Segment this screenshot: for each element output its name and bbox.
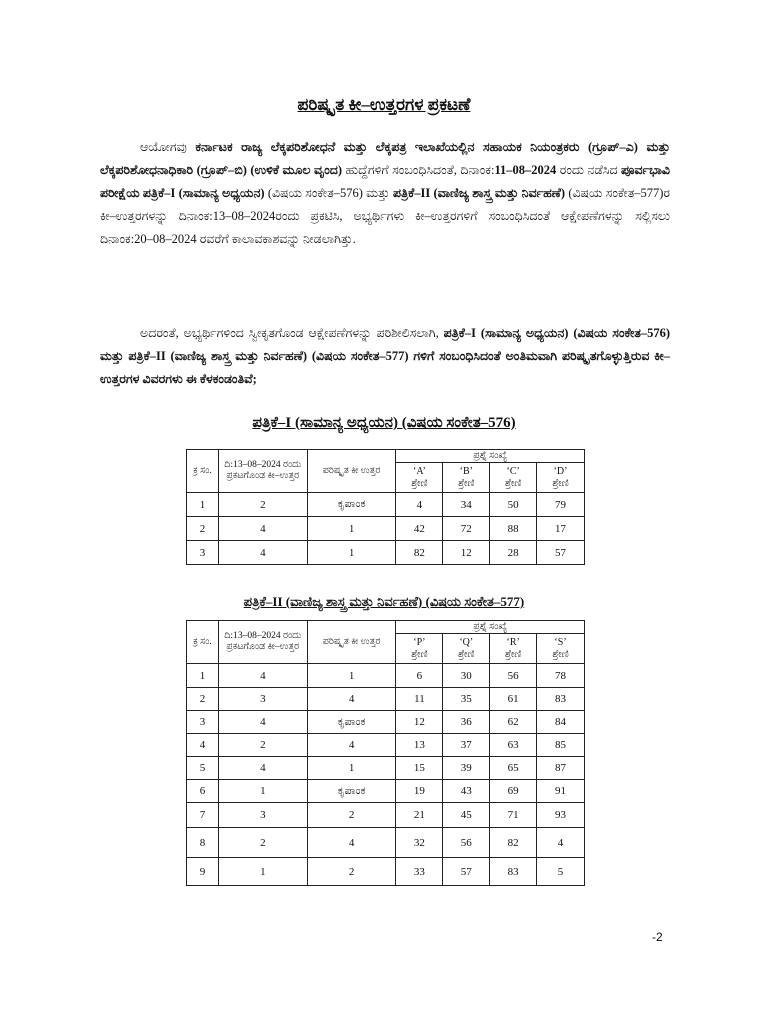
- table-cell: 35: [443, 688, 490, 711]
- table-cell: 9: [187, 858, 219, 886]
- table-cell: 2: [307, 858, 396, 886]
- table-cell: 13: [396, 734, 443, 757]
- table-cell: 82: [396, 541, 443, 565]
- table-cell: 79: [537, 493, 585, 517]
- table-cell: 63: [490, 734, 537, 757]
- table-cell: 2: [218, 734, 307, 757]
- table-cell: 1: [187, 493, 219, 517]
- series-word: ಶ್ರೇಣಿ: [411, 648, 428, 660]
- table-cell: 82: [490, 828, 537, 858]
- header-series-b: [443, 463, 490, 493]
- table-cell: 65: [490, 757, 537, 780]
- header-question-no: ಪ್ರಶ್ನೆ ಸಂಖ್ಯೆ: [396, 450, 585, 463]
- header-published-key: ದಿ:13–08–2024 ರಂದು ಪ್ರಕಟಗೊಂಡ ಕೀ–ಉತ್ತರ: [218, 450, 307, 493]
- table-row: [187, 780, 585, 803]
- bold-text: ಪತ್ರಿಕೆ–II (ವಾಣಿಜ್ಯ ಶಾಸ್ತ್ರ ಮತ್ತು ನಿರ್ವಹಣೆ): [392, 186, 566, 200]
- table2-caption: ಪತ್ರಿಕೆ–II (ವಾಣಿಜ್ಯ ಶಾಸ್ತ್ರ ಮತ್ತು ನಿರ್ವಹಣೆ) (ವಿಷಯ ಸಂಕೇತ–577): [243, 594, 525, 609]
- table-cell: 71: [490, 803, 537, 828]
- table-cell: 88: [490, 517, 537, 541]
- table-row: [187, 734, 585, 757]
- table-cell: 72: [443, 517, 490, 541]
- table-row: [187, 517, 585, 541]
- table-cell: 5: [537, 858, 585, 886]
- table-cell: 4: [396, 493, 443, 517]
- table-row: [187, 664, 585, 688]
- table-cell: 2: [218, 493, 307, 517]
- paragraph-intro: [100, 136, 670, 251]
- table-cell: 33: [396, 858, 443, 886]
- series-word: ಶ್ರೇಣಿ: [505, 477, 522, 489]
- series-word: ಶ್ರೇಣಿ: [552, 648, 569, 660]
- table-cell: 3: [218, 688, 307, 711]
- header-sl-no: ಕ್ರ ಸಂ.: [187, 621, 219, 664]
- table-cell: 1: [307, 757, 396, 780]
- table-cell: ಕೃಪಾಂಕ: [307, 711, 396, 734]
- table-cell: 1: [307, 517, 396, 541]
- table-cell: ಕೃಪಾಂಕ: [307, 493, 396, 517]
- series-word: ಶ್ರೇಣಿ: [458, 648, 475, 660]
- series-label: ‘B’: [459, 465, 473, 477]
- series-label: ‘S’: [554, 636, 567, 648]
- page-title: ಪರಿಷ್ಕೃತ ಕೀ–ಉತ್ತರಗಳ ಪ್ರಕಟಣೆ: [297, 95, 471, 114]
- table-cell: 69: [490, 780, 537, 803]
- table-cell: 84: [537, 711, 585, 734]
- series-label: ‘C’: [506, 465, 520, 477]
- table-cell: 3: [187, 711, 219, 734]
- paragraph-revision: [100, 322, 670, 391]
- table-cell: 2: [187, 517, 219, 541]
- table-cell: 4: [307, 828, 396, 858]
- table-cell: 93: [537, 803, 585, 828]
- table-cell: 36: [443, 711, 490, 734]
- text-span: ಹುದ್ದೆಗಳಿಗೆ ಸಂಬಂಧಿಸಿದಂತೆ, ದಿನಾಂಕ:: [342, 163, 495, 177]
- table-cell: 2: [187, 688, 219, 711]
- table-cell: 78: [537, 664, 585, 688]
- text-span: (ವಿಷಯ ಸಂಕೇತ–576) ಮತ್ತು: [264, 186, 393, 200]
- header-series-d: [537, 463, 585, 493]
- table-cell: 1: [307, 541, 396, 565]
- table-cell: 50: [490, 493, 537, 517]
- table-cell: 28: [490, 541, 537, 565]
- table-row: [187, 493, 585, 517]
- table-cell: 1: [307, 664, 396, 688]
- series-word: ಶ್ರೇಣಿ: [552, 477, 569, 489]
- table1-body: [187, 493, 585, 565]
- table-cell: 39: [443, 757, 490, 780]
- table-cell: 83: [537, 688, 585, 711]
- series-label: ‘P’: [413, 636, 426, 648]
- table-cell: 37: [443, 734, 490, 757]
- table-cell: 43: [443, 780, 490, 803]
- table-cell: 3: [187, 541, 219, 565]
- table-cell: 17: [537, 517, 585, 541]
- series-word: ಶ್ರೇಣಿ: [458, 477, 475, 489]
- table-cell: 61: [490, 688, 537, 711]
- table-cell: 3: [218, 803, 307, 828]
- table-cell: 4: [218, 541, 307, 565]
- header-revised-key: ಪರಿಷ್ಕೃತ ಕೀ ಉತ್ತರ: [307, 450, 396, 493]
- table-cell: 19: [396, 780, 443, 803]
- table-cell: 83: [490, 858, 537, 886]
- table-cell: 4: [307, 734, 396, 757]
- table-cell: 57: [537, 541, 585, 565]
- header-series-a: [396, 463, 443, 493]
- table-row: [187, 858, 585, 886]
- header-sl-no: ಕ್ರ ಸಂ.: [187, 450, 219, 493]
- table1-caption: ಪತ್ರಿಕೆ–I (ಸಾಮಾನ್ಯ ಅಧ್ಯಯನ) (ವಿಷಯ ಸಂಕೇತ–576): [252, 415, 516, 431]
- table-cell: ಕೃಪಾಂಕ: [307, 780, 396, 803]
- table-cell: 2: [307, 803, 396, 828]
- series-word: ಶ್ರೇಣಿ: [411, 477, 428, 489]
- table-cell: 6: [396, 664, 443, 688]
- page-number: -2: [652, 930, 663, 944]
- table-cell: 62: [490, 711, 537, 734]
- header-revised-key: ಪರಿಷ್ಕೃತ ಕೀ ಉತ್ತರ: [307, 621, 396, 664]
- text-span: ಆಯೋಗವು: [140, 140, 196, 154]
- table-cell: 85: [537, 734, 585, 757]
- series-label: ‘A’: [413, 465, 426, 477]
- series-word: ಶ್ರೇಣಿ: [505, 648, 522, 660]
- table-row: [187, 688, 585, 711]
- series-label: ‘R’: [506, 636, 520, 648]
- table-cell: 4: [537, 828, 585, 858]
- table-cell: 56: [490, 664, 537, 688]
- table-cell: 8: [187, 828, 219, 858]
- table-cell: 1: [187, 664, 219, 688]
- table-cell: 7: [187, 803, 219, 828]
- table2-body: [187, 664, 585, 886]
- table-cell: 12: [443, 541, 490, 565]
- series-label: ‘D’: [553, 465, 568, 477]
- table-cell: 87: [537, 757, 585, 780]
- header-question-no: ಪ್ರಶ್ನೆ ಸಂಖ್ಯೆ: [396, 621, 585, 634]
- table-cell: 32: [396, 828, 443, 858]
- table-cell: 6: [187, 780, 219, 803]
- header-published-key: ದಿ:13–08–2024 ರಂದು ಪ್ರಕಟಗೊಂಡ ಕೀ–ಉತ್ತರ: [218, 621, 307, 664]
- table-row: [187, 757, 585, 780]
- bold-text: ಪತ್ರಿಕೆ–I (ಸಾಮಾನ್ಯ ಅಧ್ಯಯನ) (ವಿಷಯ ಸಂಕೇತ–576) ಮತ್ತು ಪತ್ರಿಕೆ–II (ವಾಣಿಜ್ಯ ಶಾಸ್ತ್ರ ಮತ್ತು ನಿರ್ವಹಣೆ) (ವಿಷಯ ಸಂಕೇತ–577) ಗಳಿಗೆ ಸಂಬಂಧಿಸಿದಂತೆ ಅಂತಿಮವಾಗಿ ಪರಿಷ್ಕೃತಗೊಳ್ಳುತ್ತಿರುವ ಕೀ–ಉತ್ತರಗಳ ವಿವರಗಳು ಈ ಕೆಳಕಂಡಂತಿವೆ;: [100, 326, 670, 386]
- table-row: [187, 828, 585, 858]
- table-cell: 30: [443, 664, 490, 688]
- table-cell: 91: [537, 780, 585, 803]
- table-cell: 4: [218, 711, 307, 734]
- table-row: [187, 711, 585, 734]
- table-cell: 12: [396, 711, 443, 734]
- table-row: [187, 803, 585, 828]
- bold-text: ಕರ್ನಾಟಕ ರಾಜ್ಯ ಲೆಕ್ಕಪರಿಶೋಧನೆ ಮತ್ತು ಲೆಕ್ಕಪತ್ರ ಇಲಾಖೆಯಲ್ಲಿನ ಸಹಾಯಕ ನಿಯಂತ್ರಕರು (ಗ್ರೂಪ್–ಎ) ಮತ್ತು ಲೆಕ್ಕಪರಿಶೋಧನಾಧಿಕಾರಿ (ಗ್ರೂಪ್–ಬಿ) (ಉಳಿಕೆ ಮೂಲ ವೃಂದ): [100, 140, 670, 177]
- header-series-q: [443, 634, 490, 664]
- answer-key-table-paper2: [186, 620, 585, 886]
- table-cell: 21: [396, 803, 443, 828]
- table-cell: 34: [443, 493, 490, 517]
- table-cell: 5: [187, 757, 219, 780]
- table-cell: 15: [396, 757, 443, 780]
- table-cell: 4: [218, 757, 307, 780]
- table-cell: 4: [187, 734, 219, 757]
- table-cell: 1: [218, 858, 307, 886]
- table-cell: 11: [396, 688, 443, 711]
- header-series-s: [537, 634, 585, 664]
- header-series-c: [490, 463, 537, 493]
- text-span: ಅದರಂತೆ, ಅಭ್ಯರ್ಥಿಗಳಿಂದ ಸ್ವೀಕೃತಗೊಂಡ ಆಕ್ಷೇಪಣೆಗಳನ್ನು ಪರಿಶೀಲಿಸಲಾಗಿ,: [140, 326, 444, 340]
- bold-text: 11–08–2024: [494, 163, 557, 177]
- table-row: [187, 541, 585, 565]
- text-span: (ವಿಷಯ ಸಂಕೇತ–577)ರ ಕೀ–ಉತ್ತರಗಳನ್ನು ದಿನಾಂಕ:13–08–2024ರಂದು ಪ್ರಕಟಿಸಿ, ಅಭ್ಯರ್ಥಿಗಳು ಕೀ–ಉತ್ತರಗಳಿಗೆ ಸಂಬಂಧಿಸಿದಂತೆ ಆಕ್ಷೇಪಣೆಗಳನ್ನು ಸಲ್ಲಿಸಲು ದಿನಾಂಕ:20–08–2024 ರವರೆಗೆ ಕಾಲಾವಕಾಶವನ್ನು ನೀಡಲಾಗಿತ್ತು.: [100, 186, 670, 246]
- table-cell: 42: [396, 517, 443, 541]
- table-cell: 4: [307, 688, 396, 711]
- series-label: ‘Q’: [459, 636, 474, 648]
- table-cell: 4: [218, 664, 307, 688]
- table-cell: 2: [218, 828, 307, 858]
- text-span: ರಂದು ನಡೆಸಿದ: [556, 163, 622, 177]
- table-cell: 45: [443, 803, 490, 828]
- bold-text: ಪೂರ್ವಭಾವಿ ಪರೀಕ್ಷೆಯ ಪತ್ರಿಕೆ–I (ಸಾಮಾನ್ಯ ಅಧ್ಯಯನ): [100, 163, 670, 200]
- table-cell: 1: [218, 780, 307, 803]
- table-cell: 4: [218, 517, 307, 541]
- header-series-p: [396, 634, 443, 664]
- header-series-r: [490, 634, 537, 664]
- table-cell: 56: [443, 828, 490, 858]
- table-cell: 57: [443, 858, 490, 886]
- answer-key-table-paper1: [186, 449, 585, 565]
